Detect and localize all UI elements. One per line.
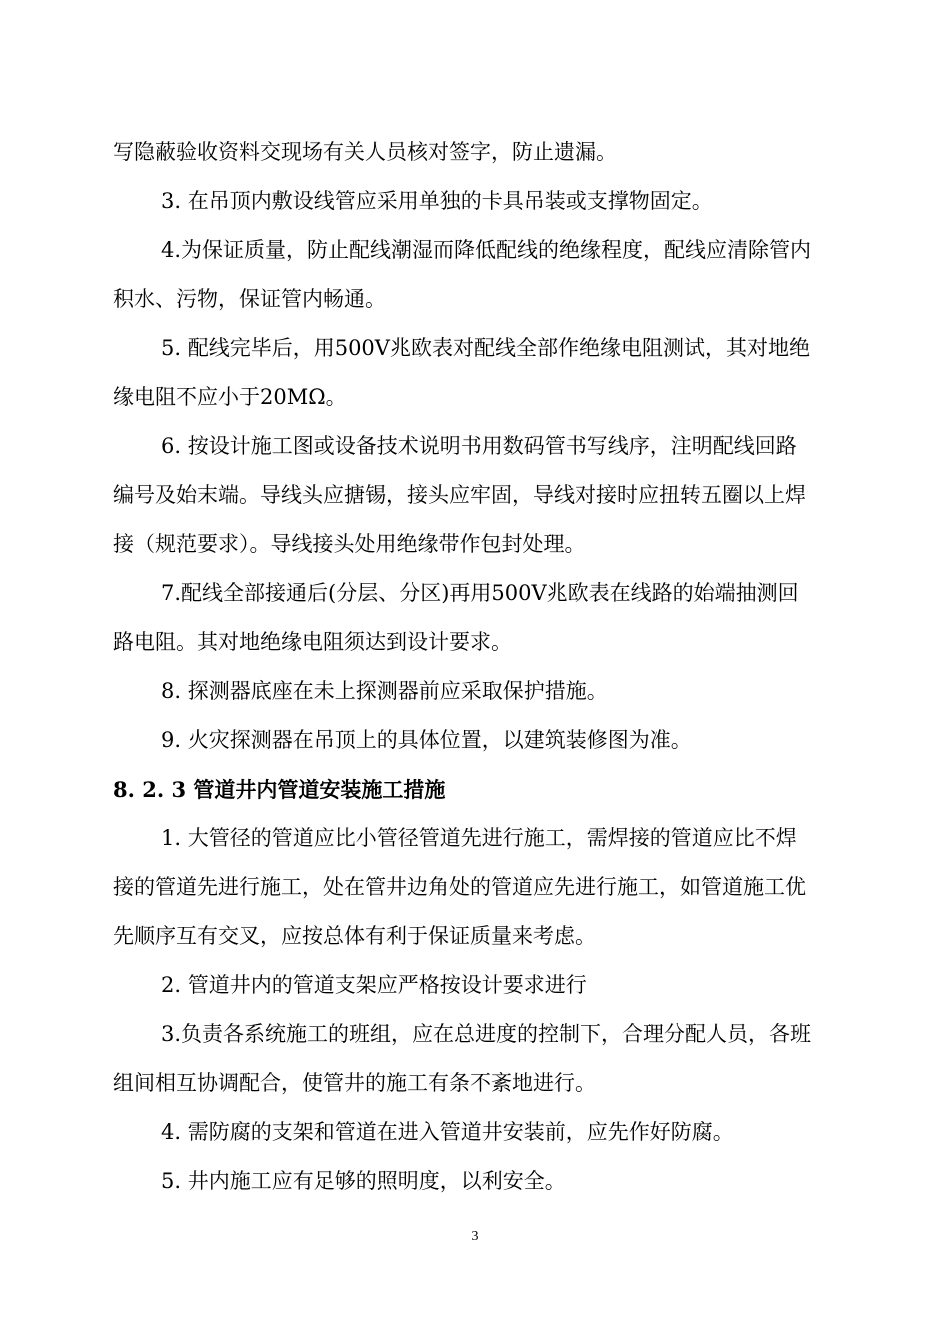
text-line: 4.为保证质量，防止配线潮湿而降低配线的绝缘程度，配线应清除管内 — [161, 238, 812, 262]
text-line: 3.负责各系统施工的班组，应在总进度的控制下，合理分配人员，各班 — [161, 1022, 812, 1046]
text-line: 5. 配线完毕后，用500V兆欧表对配线全部作绝缘电阻测试，其对地绝 — [161, 336, 810, 360]
text-line: 2. 管道井内的管道支架应严格按设计要求进行 — [161, 973, 587, 997]
text-line: 先顺序互有交叉，应按总体有利于保证质量来考虑。 — [113, 924, 596, 948]
text-line: 编号及始末端。导线头应搪锡，接头应牢固，导线对接时应扭转五圈以上焊 — [113, 483, 806, 507]
page-number: 3 — [471, 1229, 479, 1244]
text-line: 写隐蔽验收资料交现场有关人员核对签字，防止遗漏。 — [113, 140, 617, 164]
text-line: 路电阻。其对地绝缘电阻须达到设计要求。 — [113, 630, 512, 654]
text-line: 7.配线全部接通后(分层、分区)再用500V兆欧表在线路的始端抽测回 — [161, 581, 799, 605]
text-line: 6. 按设计施工图或设备技术说明书用数码管书写线序，注明配线回路 — [161, 434, 797, 458]
text-line: 3. 在吊顶内敷设线管应采用单独的卡具吊装或支撑物固定。 — [161, 189, 713, 213]
text-line: 1. 大管径的管道应比小管径管道先进行施工，需焊接的管道应比不焊 — [161, 826, 797, 850]
text-line: 接（规范要求）。导线接头处用绝缘带作包封处理。 — [113, 532, 586, 556]
text-line: 9. 火灾探测器在吊顶上的具体位置，以建筑装修图为准。 — [161, 728, 692, 752]
text-line: 缘电阻不应小于20MΩ。 — [113, 385, 347, 409]
text-line: 8. 探测器底座在未上探测器前应采取保护措施。 — [161, 679, 608, 703]
text-line: 组间相互协调配合，使管井的施工有条不紊地进行。 — [113, 1071, 596, 1095]
document-body — [113, 128, 840, 1206]
text-line: 5. 井内施工应有足够的照明度，以利安全。 — [161, 1169, 566, 1193]
text-line: 4. 需防腐的支架和管道在进入管道井安装前，应先作好防腐。 — [161, 1120, 734, 1144]
text-line: 积水、污物，保证管内畅通。 — [113, 287, 386, 311]
section-heading: 8. 2. 3 管道井内管道安装施工措施 — [113, 777, 446, 802]
text-line: 接的管道先进行施工，处在管井边角处的管道应先进行施工，如管道施工优 — [113, 875, 806, 899]
